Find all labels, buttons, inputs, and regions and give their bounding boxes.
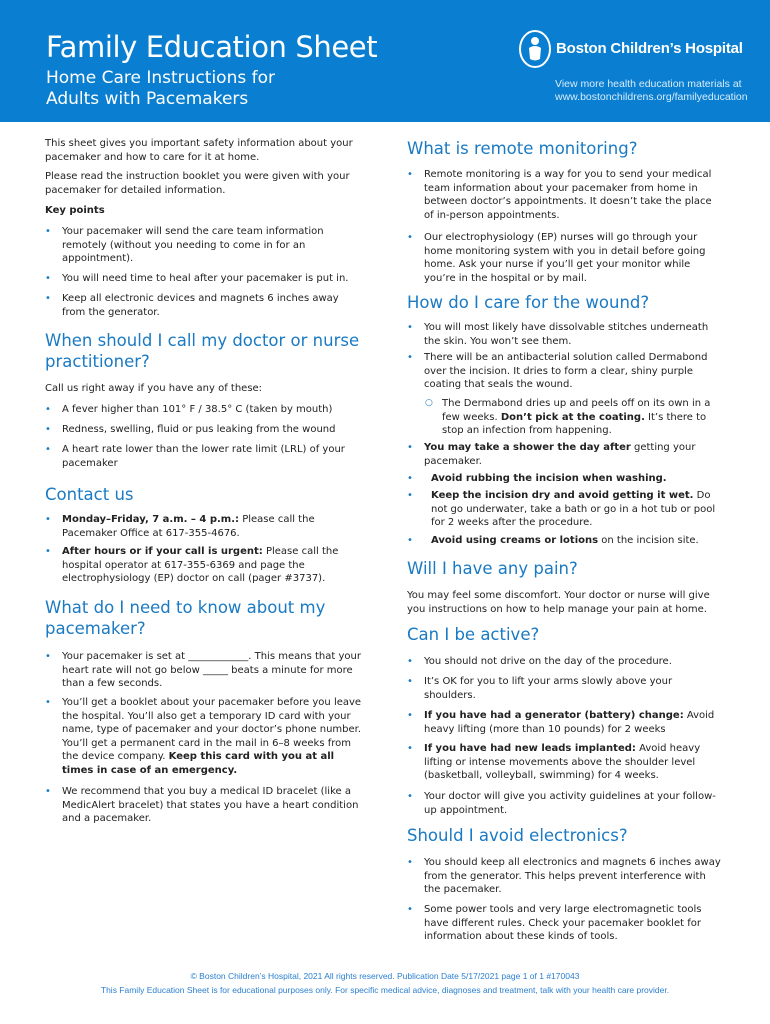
activity-text-1: You should not drive on the day of the procedure. [424, 656, 672, 667]
subtitle-line-1: Home Care Instructions for [46, 68, 275, 88]
bullet-dot-icon: • [407, 535, 413, 546]
list-item [45, 545, 367, 585]
copyright-footer: © Boston Children’s Hospital, 2021 All rights reserved. Publication Date 5/17/2021 page 1 of 1 #170043 [190, 971, 580, 981]
call-item-text: A fever higher than 101° F / 38.5° C (taken by mouth) [62, 404, 333, 415]
list-item [407, 790, 725, 817]
avoid-creams-label: Avoid using creams or lotions [431, 535, 599, 546]
list-item [407, 709, 725, 736]
bullet-dot-icon: • [45, 293, 51, 304]
list-item [407, 441, 725, 468]
list-item [407, 321, 725, 348]
subtitle-line-2: Adults with Pacemakers [46, 89, 249, 109]
bullet-dot-icon: • [407, 473, 413, 484]
electronics-text-1: You should keep all electronics and magnets 6 inches away from the generator. This helps prevent interference with the pacemaker. [424, 857, 721, 895]
list-item [407, 903, 725, 943]
list-item [45, 696, 367, 778]
list-item [407, 231, 725, 285]
generator-change-label: If you have had a generator (battery) change: [424, 710, 684, 721]
generator-change-text: Avoid heavy lifting (more than 10 pounds) for 2 weeks [424, 710, 715, 735]
list-item [45, 423, 367, 437]
bullet-dot-icon: • [45, 546, 51, 557]
contact-hours-text: Please call the Pacemaker Office at 617-355-4676. [62, 514, 315, 539]
shower-label: You may take a shower the day after [424, 442, 631, 453]
call-item-text: A heart rate lower than the lower rate limit (LRL) of your pacemaker [62, 444, 345, 469]
list-item [407, 742, 725, 782]
wound-text-2: There will be an antibacterial solution called Dermabond over the incision. It dries to form a clear, shiny purple coating that seals the wound. [424, 352, 708, 390]
bullet-dot-icon: • [407, 490, 413, 501]
header-banner [0, 0, 770, 122]
bullet-dot-icon: • [45, 424, 51, 435]
electronics-text-2: Some power tools and very large electromagnetic tools have different rules. Check your pacemaker booklet for information about these kinds of tools. [424, 904, 702, 942]
shower-text: getting your pacemaker. [424, 442, 696, 467]
bullet-dot-icon: • [407, 857, 413, 868]
bullet-dot-icon: • [407, 904, 413, 915]
dermabond-text: The Dermabond dries up and peels off on its own in a few weeks. [442, 398, 711, 423]
call-intro: Call us right away if you have any of these: [45, 383, 263, 394]
call-item-text: Redness, swelling, fluid or pus leaking from the wound [62, 424, 336, 435]
materials-link-text: View more health education materials at [555, 78, 742, 90]
bullet-dot-icon: • [45, 697, 51, 708]
know-heading: What do I need to know about my pacemaker? [45, 598, 326, 638]
bullet-dot-icon: • [407, 169, 413, 180]
dont-pick-warning: Don’t pick at the coating. [500, 411, 645, 423]
activity-text-5: Your doctor will give you activity guidelines at your follow-up appointment. [424, 791, 716, 816]
remote-text-1: Remote monitoring is a way for you to send your medical team information about your pacemaker from home in between doctor’s appointments. It doesn’t take the place of in-person appointments. [424, 169, 712, 221]
boston-childrens-logo-icon [518, 29, 552, 69]
booklet-text: You’ll get a booklet about your pacemaker before you leave the hospital. You’ll also get a temporary ID card with your name, type of pacemaker and your doctor’s phone number. You’ll get a permanent card in the mail in 6–8 weeks from the device company. [62, 697, 362, 762]
bullet-dot-icon: • [407, 442, 413, 453]
keep-card-warning: Keep this card with you at all times in case of an emergency. [62, 751, 335, 776]
bullet-dot-icon: • [45, 786, 51, 797]
key-point-text: You will need time to heal after your pacemaker is put in. [62, 273, 349, 284]
dermabond-tail: It’s there to stop an infection from happening. [442, 411, 707, 436]
list-item [45, 443, 367, 470]
pain-text: You may feel some discomfort. Your doctor or nurse will give you instructions on how to help manage your pain at home. [407, 590, 710, 615]
avoid-creams-text: on the incision site. [598, 535, 699, 546]
urgent-call-label: After hours or if your call is urgent: [62, 546, 263, 557]
sheet-subtitle [46, 68, 376, 110]
bullet-dot-icon: • [407, 676, 413, 687]
intro-paragraph-1: This sheet gives you important safety information about your pacemaker and how to care for it at home. [45, 138, 353, 163]
wound-care-heading: How do I care for the wound? [407, 293, 650, 312]
bullet-dot-icon: • [45, 444, 51, 455]
call-doctor-heading: When should I call my doctor or nurse practitioner? [45, 331, 360, 371]
bullet-dot-icon: • [407, 656, 413, 667]
id-bracelet-text: We recommend that you buy a medical ID bracelet (like a MedicAlert bracelet) that states you have a heart condition and a pacemaker. [62, 786, 359, 824]
sub-list-item [407, 397, 725, 437]
urgent-call-text: Please call the hospital operator at 617-355-6369 and page the electrophysiology (EP) doctor on call (pager #3737). [62, 546, 339, 584]
activity-text-2: It’s OK for you to lift your arms slowly above your shoulders. [424, 676, 673, 701]
key-point-text: Your pacemaker will send the care team information remotely (without you needing to come in for an appointment). [62, 226, 324, 264]
list-item [407, 675, 725, 702]
list-item [407, 534, 725, 548]
bullet-dot-icon: • [45, 273, 51, 284]
new-leads-label: If you have had new leads implanted: [424, 743, 636, 754]
materials-link-url[interactable]: www.bostonchildrens.org/familyeducation [555, 91, 748, 103]
list-item [407, 489, 725, 529]
list-item [45, 225, 367, 265]
activity-heading: Can I be active? [407, 625, 540, 644]
remote-text-2: Our electrophysiology (EP) nurses will go through your home monitoring system with you in detail before going home. Ask your nurse if you’ll get your monitor while you’re in the hospital or by mail. [424, 232, 706, 284]
list-item [407, 351, 725, 391]
key-point-text: Keep all electronic devices and magnets 6 inches away from the generator. [62, 293, 339, 318]
bullet-dot-icon: • [45, 514, 51, 525]
list-item [45, 650, 367, 690]
list-item [45, 785, 367, 825]
key-points-title: Key points [45, 205, 105, 216]
bullet-dot-icon: • [407, 352, 413, 363]
intro-paragraph-2: Please read the instruction booklet you were given with your pacemaker for detailed information. [45, 171, 350, 196]
list-item [45, 513, 367, 540]
bullet-dot-icon: • [407, 232, 413, 243]
list-item [407, 655, 725, 669]
remote-monitoring-heading: What is remote monitoring? [407, 139, 638, 158]
disclaimer-footer: This Family Education Sheet is for educational purposes only. For specific medical advice, diagnoses and treatment, talk with your health care provider. [100, 985, 670, 995]
new-leads-text: Avoid heavy lifting or intense movements above the shoulder level (basketball, volleyball, swimming) for 4 weeks. [424, 743, 701, 781]
wound-text-1: You will most likely have dissolvable stitches underneath the skin. You won’t see them. [424, 322, 709, 347]
keep-dry-text: Do not go underwater, take a bath or go in a hot tub or pool for 2 weeks after the procedure. [431, 490, 716, 528]
bullet-dot-icon: • [45, 404, 51, 415]
bullet-dot-icon: • [407, 743, 413, 754]
bullet-dot-icon: • [45, 651, 51, 662]
bullet-dot-icon: • [407, 791, 413, 802]
list-item [45, 292, 367, 319]
sheet-title: Family Education Sheet [46, 30, 378, 64]
keep-dry-label: Keep the incision dry and avoid getting it wet. [431, 490, 694, 501]
list-item [45, 272, 367, 286]
bullet-dot-icon: • [45, 226, 51, 237]
pacemaker-setting-text: Your pacemaker is set at ____________. This means that your heart rate will not go below _____ beats a minute for more than a few seconds. [62, 651, 361, 689]
list-item [407, 856, 725, 896]
contact-heading: Contact us [45, 485, 134, 504]
electronics-heading: Should I avoid electronics? [407, 826, 628, 845]
list-item [407, 168, 725, 222]
list-item [45, 403, 367, 417]
bullet-dot-icon: • [407, 322, 413, 333]
avoid-rubbing-label: Avoid rubbing the incision when washing. [431, 473, 667, 484]
pain-heading: Will I have any pain? [407, 559, 578, 578]
hospital-name: Boston Children’s Hospital [556, 40, 743, 57]
contact-hours-label: Monday–Friday, 7 a.m. – 4 p.m.: [62, 514, 240, 525]
list-item [407, 472, 725, 486]
bullet-dot-icon: • [407, 710, 413, 721]
hollow-circle-icon: ○ [425, 398, 433, 408]
